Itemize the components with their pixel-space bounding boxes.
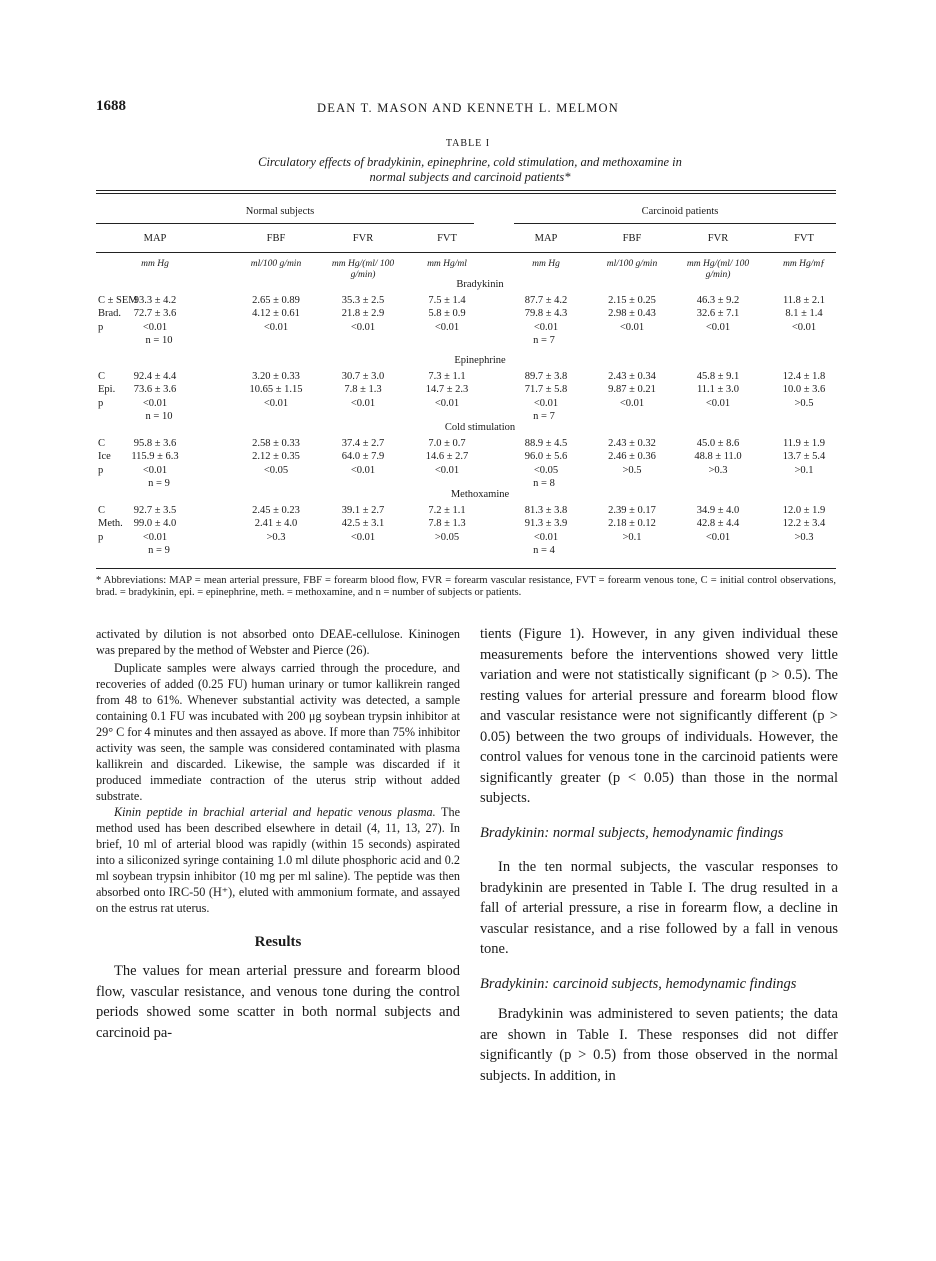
table-cell: <0.01 (142, 321, 168, 333)
sample-size-normal: n = 10 (145, 334, 173, 346)
group-rule-normal (96, 223, 474, 224)
column-unit: mm Hg (532, 259, 560, 269)
table-cell: <0.01 (791, 321, 817, 333)
row-label: p (98, 464, 104, 476)
table-cell: 14.6 ± 2.7 (425, 451, 469, 463)
table-cell: 9.87 ± 0.21 (608, 384, 656, 396)
table-section-title: Cold stimulation (444, 422, 516, 433)
table-cell: 92.4 ± 4.4 (133, 371, 177, 382)
sample-size-carcinoid: n = 7 (533, 410, 555, 422)
table-cell: 30.7 ± 3.0 (341, 371, 385, 382)
table-cell: 37.4 ± 2.7 (341, 438, 385, 449)
page-number: 1688 (96, 98, 126, 114)
table-cell: <0.01 (619, 321, 645, 333)
table-cell: >0.5 (622, 464, 642, 476)
sample-size-carcinoid: n = 4 (533, 544, 555, 556)
table-cell: 79.8 ± 4.3 (524, 308, 568, 320)
table-cell: 7.3 ± 1.1 (428, 371, 466, 382)
table-cell: 99.0 ± 4.0 (133, 518, 177, 530)
table-cell: <0.01 (142, 397, 168, 409)
table-cell: 2.65 ± 0.89 (252, 295, 300, 306)
row-label: C (98, 505, 106, 516)
table-cell: <0.01 (533, 531, 559, 543)
row-label: p (98, 321, 104, 333)
table-caption-line: normal subjects and carcinoid patients* (369, 170, 571, 184)
table-cell: 4.12 ± 0.61 (252, 308, 300, 320)
paragraph: In the ten normal subjects, the vascular responses to bradykinin are presented in Table I. The drug resulted in a fall of arterial pressure, a rise in forearm flow, a decline in vascular resistance, and a rise followed by a fall in venous tone. (480, 859, 838, 957)
table-cell: 96.0 ± 5.6 (524, 451, 568, 463)
column-unit: mm Hg/ml (427, 259, 467, 269)
table-section-title: Epinephrine (454, 355, 506, 366)
table-label: TABLE I (445, 138, 491, 149)
table-cell: 92.7 ± 3.5 (133, 505, 177, 516)
table-cell: 21.8 ± 2.9 (341, 308, 385, 320)
table-cell: 71.7 ± 5.8 (524, 384, 568, 396)
table-cell: <0.01 (350, 321, 376, 333)
table-caption-line: Circulatory effects of bradykinin, epinephrine, cold stimulation, and methoxamine in (258, 155, 682, 169)
table-caption (190, 155, 750, 185)
sample-size-carcinoid: n = 7 (533, 334, 555, 346)
table-cell: 12.2 ± 3.4 (782, 518, 826, 530)
table-cell: 2.43 ± 0.34 (608, 371, 656, 382)
column-unit: ml/100 g/min (250, 259, 302, 269)
table-cell: <0.01 (705, 397, 731, 409)
group-rule-carcinoid (514, 223, 836, 224)
table-cell: 45.8 ± 9.1 (696, 371, 740, 382)
table-cell: 46.3 ± 9.2 (696, 295, 740, 306)
table-cell: >0.5 (794, 397, 814, 409)
table-cell: 35.3 ± 2.5 (341, 295, 385, 306)
table-cell: 11.9 ± 1.9 (782, 438, 826, 449)
table-cell: <0.01 (263, 397, 289, 409)
table-cell: 95.8 ± 3.6 (133, 438, 177, 449)
column-unit: mm Hg (141, 259, 169, 269)
subsection-heading: Bradykinin: carcinoid subjects, hemodynamic findings (480, 975, 797, 992)
section-heading-results: Results (254, 934, 302, 950)
paragraph: tients (Figure 1). However, in any given individual these measurements before the interventions showed very little variation and were not statistically significant (p > 0.5). The resting values for arterial pressure and forearm blood flow and vascular resistance were not significantly different (p > 0.05) between the two groups of individuals. However, the control values for venous tone in the carcinoid patients were significantly greater (p < 0.05) than those in the normal subjects. (480, 626, 838, 806)
table-cell: 11.8 ± 2.1 (782, 295, 826, 306)
table-bottom-rule (96, 568, 836, 569)
column-header: FVT (437, 233, 457, 244)
table-cell: 48.8 ± 11.0 (694, 451, 742, 463)
table-cell: 7.0 ± 0.7 (428, 438, 466, 449)
table-cell: 11.1 ± 3.0 (696, 384, 740, 396)
table-cell: 34.9 ± 4.0 (696, 505, 740, 516)
row-label: p (98, 397, 104, 409)
column-header: FVR (352, 233, 374, 244)
row-label: C (98, 371, 106, 382)
column-header: FBF (266, 233, 286, 244)
column-unit: mm Hg/mƒ (783, 259, 825, 269)
table-top-rule-2 (96, 193, 836, 194)
row-label: Brad. (98, 308, 122, 320)
table-cell: 115.9 ± 6.3 (131, 451, 179, 463)
table-cell: 32.6 ± 7.1 (696, 308, 740, 320)
row-label: p (98, 531, 104, 543)
row-label: Epi. (98, 384, 116, 396)
table-cell: >0.3 (708, 464, 728, 476)
table-cell: <0.01 (434, 464, 460, 476)
table-cell: <0.01 (142, 531, 168, 543)
paragraph-run-in-heading: Kinin peptide in brachial arterial and hepatic venous plasma. (114, 805, 436, 819)
paragraph: The values for mean arterial pressure and forearm blood flow, vascular resistance, and venous tone during the control periods showed some scatter in both normal subjects and carcinoid pa- (96, 963, 460, 1041)
table-cell: 42.5 ± 3.1 (341, 518, 385, 530)
table-cell: 39.1 ± 2.7 (341, 505, 385, 516)
column-header: MAP (534, 233, 558, 244)
table-cell: <0.01 (350, 531, 376, 543)
table-cell: <0.01 (350, 464, 376, 476)
table-cell: 12.0 ± 1.9 (782, 505, 826, 516)
table-cell: 89.7 ± 3.8 (524, 371, 568, 382)
table-cell: 2.15 ± 0.25 (608, 295, 656, 306)
table-cell: <0.01 (434, 397, 460, 409)
table-cell: 87.7 ± 4.2 (524, 295, 568, 306)
column-header: FVR (707, 233, 729, 244)
column-unit: mm Hg/(ml/ 100 g/min) (331, 259, 395, 280)
table-cell: 64.0 ± 7.9 (341, 451, 385, 463)
row-label: Meth. (98, 518, 123, 530)
sample-size-normal: n = 10 (145, 410, 173, 422)
table-cell: <0.01 (705, 531, 731, 543)
column-header: FBF (622, 233, 642, 244)
group-header-carcinoid: Carcinoid patients (641, 206, 719, 217)
group-header-normal: Normal subjects (245, 206, 315, 217)
sample-size-normal: n = 9 (148, 544, 170, 556)
table-section-title: Bradykinin (456, 279, 504, 290)
sample-size-carcinoid: n = 8 (533, 477, 555, 489)
table-cell: 72.7 ± 3.6 (133, 308, 177, 320)
table-cell: 8.1 ± 1.4 (785, 308, 823, 320)
table-cell: <0.01 (263, 321, 289, 333)
table-cell: <0.01 (619, 397, 645, 409)
table-cell: 2.43 ± 0.32 (608, 438, 656, 449)
table-cell: 5.8 ± 0.9 (428, 308, 466, 320)
row-label: C (98, 438, 106, 449)
column-unit: mm Hg/(ml/ 100 g/min) (686, 259, 750, 280)
header-rule (96, 252, 836, 253)
table-section-title: Methoxamine (450, 489, 510, 500)
paragraph: activated by dilution is not absorbed onto DEAE-cellulose. Kininogen was prepared by the method of Webster and Pierce (26). (96, 627, 460, 657)
table-cell: 13.7 ± 5.4 (782, 451, 826, 463)
table-cell: 7.8 ± 1.3 (428, 518, 466, 530)
table-cell: 2.98 ± 0.43 (608, 308, 656, 320)
table-cell: 81.3 ± 3.8 (524, 505, 568, 516)
table-cell: 2.39 ± 0.17 (608, 505, 656, 516)
table-cell: 14.7 ± 2.3 (425, 384, 469, 396)
table-cell: 91.3 ± 3.9 (524, 518, 568, 530)
table-cell: 42.8 ± 4.4 (696, 518, 740, 530)
table-cell: 2.12 ± 0.35 (252, 451, 300, 463)
table-cell: 7.5 ± 1.4 (428, 295, 466, 306)
table-top-rule (96, 190, 836, 191)
table-cell: 93.3 ± 4.2 (133, 295, 177, 306)
sample-size-normal: n = 9 (148, 477, 170, 489)
column-header: FVT (794, 233, 814, 244)
table-cell: 2.46 ± 0.36 (608, 451, 656, 463)
paragraph (96, 804, 460, 916)
table-cell: 2.58 ± 0.33 (252, 438, 300, 449)
row-label: Ice (98, 451, 111, 463)
table-cell: 88.9 ± 4.5 (524, 438, 568, 449)
table-cell: <0.01 (533, 321, 559, 333)
table-cell: 45.0 ± 8.6 (696, 438, 740, 449)
table-cell: <0.01 (142, 464, 168, 476)
table-cell: 73.6 ± 3.6 (133, 384, 177, 396)
paragraph: Duplicate samples were always carried through the procedure, and recoveries of added (0.25 FU) human urinary or tumor kallikrein ranged from 48 to 61%. Whenever substantial activity was detected, a sample containing 0.1 FU was incubated with 200 μg soybean trypsin inhibitor at 29° C for 4 minutes and then assayed as above. If more than 75% inhibitor activity was seen, the sample was considered contaminated with plasma kallikrein and discarded. Likewise, the sample was discarded if it produced immediate contraction of the uterus strip without added substrate. (96, 661, 460, 803)
right-column (480, 624, 838, 1086)
paragraph: Bradykinin was administered to seven patients; the data are shown in Table I. These responses did not differ significantly (p > 0.5) from those observed in the normal subjects. In addition, in (480, 1006, 838, 1084)
column-unit: ml/100 g/min (606, 259, 658, 269)
table-cell: 7.2 ± 1.1 (428, 505, 466, 516)
table-cell: >0.1 (794, 464, 814, 476)
table-cell: <0.01 (533, 397, 559, 409)
subsection-heading: Bradykinin: normal subjects, hemodynamic findings (480, 824, 784, 841)
table-cell: >0.05 (434, 531, 460, 543)
table-cell: <0.05 (533, 464, 559, 476)
table-cell: 3.20 ± 0.33 (252, 371, 300, 382)
table-cell: >0.3 (794, 531, 814, 543)
table-cell: 10.0 ± 3.6 (782, 384, 826, 396)
paragraph-body: The method used has been described elsewhere in detail (4, 11, 13, 27). In brief, 10 ml of arterial blood was rapidly (within 15 seconds) aspirated into a siliconized syringe containing 1.0 ml dilute phosphoric acid and 0.2 ml soybean trypsin inhibitor (10 mg per ml saline). The peptide was then absorbed onto IRC-50 (H⁺), eluted with ammonium formate, and assayed on the estrus rat uterus. (96, 805, 460, 915)
table-cell: 2.41 ± 4.0 (254, 518, 298, 530)
table-cell: 2.18 ± 0.12 (608, 518, 656, 530)
table-footnote: * Abbreviations: MAP = mean arterial pressure, FBF = forearm blood flow, FVR = forearm vascular resistance, FVT = forearm venous tone, C = initial control observations, brad. = bradykinin, epi. = epinephrine, meth. = methoxamine, and n = number of subjects or patients. (96, 575, 836, 598)
row-label: C ± SEM (98, 295, 138, 306)
table-cell: >0.3 (266, 531, 286, 543)
running-head: DEAN T. MASON AND KENNETH L. MELMON (317, 101, 619, 115)
table-cell: <0.01 (350, 397, 376, 409)
table-cell: <0.01 (434, 321, 460, 333)
column-header: MAP (143, 233, 167, 244)
table-cell: 10.65 ± 1.15 (249, 384, 303, 396)
table-cell: 7.8 ± 1.3 (344, 384, 382, 396)
left-column (96, 626, 460, 1043)
table-cell: <0.01 (705, 321, 731, 333)
table-cell: >0.1 (622, 531, 642, 543)
table-cell: 12.4 ± 1.8 (782, 371, 826, 382)
table-cell: 2.45 ± 0.23 (252, 505, 300, 516)
table-cell: <0.05 (263, 464, 289, 476)
